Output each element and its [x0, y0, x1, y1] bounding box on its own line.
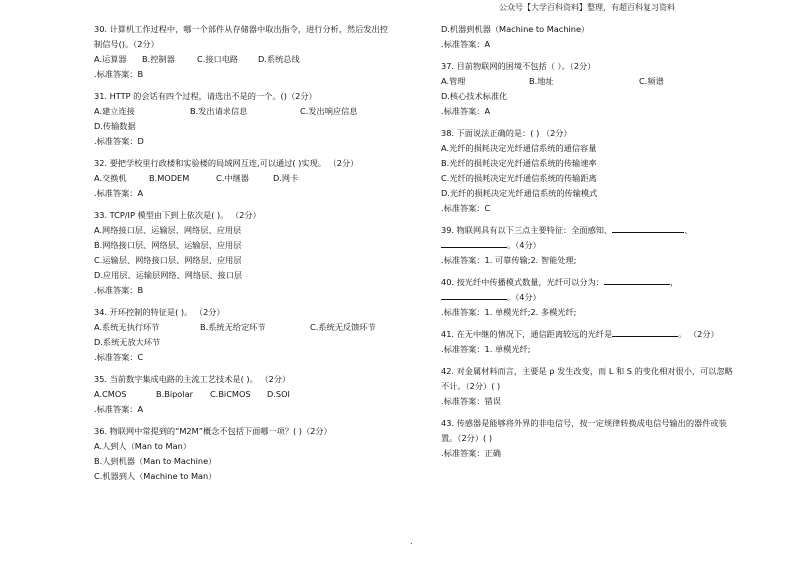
option-item: A.光纤的损耗决定光纤通信系统的通信容量: [441, 143, 597, 153]
standard-answer: .标准答案：A: [94, 404, 144, 414]
options-list: [94, 104, 424, 134]
option-item: A.运算器: [94, 54, 127, 64]
question-line: 35. 当前数字集成电路的主流工艺技术是( )。 （2分）: [94, 374, 291, 384]
standard-answer: .标准答案：A: [94, 188, 144, 198]
option-item: B.地址: [529, 76, 554, 86]
standard-answer: .标准答案：B: [94, 69, 144, 79]
question-block: [441, 223, 771, 268]
option-item: C.机器到人（Machine to Man）: [94, 471, 217, 481]
option-item: B.发出请求信息: [190, 106, 248, 116]
question-block: [94, 305, 424, 365]
standard-answer: .标准答案：C: [441, 203, 491, 213]
option-item: B.Bipolar: [156, 389, 193, 399]
question-block: [94, 208, 424, 298]
question-line: 37. 目前物联网的困境不包括（ ）。（2分）: [441, 61, 596, 71]
question-block: [441, 126, 771, 216]
option-item: B.网络接口层、网络层、运输层、应用层: [94, 240, 242, 250]
right-column: [441, 22, 771, 468]
question-line: 置。（2分）( ): [441, 433, 493, 443]
option-item: B.人到机器（Man to Machine）: [94, 456, 217, 466]
question-line: 42. 对金属材料而言，主要是 ρ 发生改变，而 L 和 S 的变化相对很小，可以忽略: [441, 366, 733, 376]
question-line: 。（4分）: [441, 290, 771, 305]
options-list: [94, 439, 424, 484]
question-line: 30. 计算机工作过程中，哪一个部件从存储器中取出指令，进行分析，然后发出控: [94, 24, 388, 34]
question-block: [94, 22, 424, 82]
question-line: 不计。（2分）( ): [441, 381, 501, 391]
option-item: C.发出响应信息: [300, 106, 358, 116]
options-list: [94, 387, 424, 402]
question-block: [94, 372, 424, 417]
answer-blank: [604, 275, 670, 285]
page-header: 公众号【大学百科资料】整理，有超百科复习资料: [499, 3, 675, 12]
option-item: A.建立连接: [94, 106, 135, 116]
option-item: A.CMOS: [94, 389, 127, 399]
option-item: D.核心技术标准化: [441, 91, 508, 101]
footer-dot: .: [410, 537, 413, 546]
question-line: 39. 物联网具有以下三点主要特征：全面感知、 、: [441, 225, 693, 235]
option-item: B.光纤的损耗决定光纤通信系统的传输速率: [441, 158, 597, 168]
option-item: A.系统无执行环节: [94, 322, 160, 332]
option-item: D.应用层、运输层网络、网络层、接口层: [94, 270, 243, 280]
option-item: C.光纤的损耗决定光纤通信系统的传输距离: [441, 173, 597, 183]
options-list: [94, 320, 424, 350]
standard-answer: .标准答案：A: [441, 39, 491, 49]
question-line: D.机器到机器（Machine to Machine）: [441, 24, 590, 34]
standard-answer: .标准答案：B: [94, 285, 144, 295]
option-item: D.传输数据: [94, 121, 136, 131]
standard-answer: .标准答案：A: [441, 106, 491, 116]
option-item: D.网卡: [273, 173, 299, 183]
options-list: [94, 52, 424, 67]
question-block: [441, 416, 771, 461]
question-line: 制信号()。（2分）: [94, 39, 159, 49]
standard-answer: .标准答案：D: [94, 136, 144, 146]
question-line: 31. HTTP 的会话有四个过程，请选出不是的一个。()（2分）: [94, 91, 317, 101]
standard-answer: .标准答案：1. 单模光纤;: [441, 344, 531, 354]
standard-answer: .标准答案：C: [94, 352, 144, 362]
answer-blank: [441, 290, 507, 300]
standard-answer: .标准答案：正确: [441, 448, 501, 458]
option-item: C.系统无反馈环节: [310, 322, 376, 332]
question-line: 。（4分）: [441, 238, 771, 253]
option-item: C.频谱: [639, 76, 664, 86]
answer-blank: [612, 223, 684, 233]
question-block: [94, 156, 424, 201]
option-item: B.系统无给定环节: [200, 322, 266, 332]
question-block: [441, 22, 771, 52]
option-item: C.BiCMOS: [210, 389, 251, 399]
options-list: [94, 223, 424, 283]
question-line: 43. 传感器是能够将外界的非电信号，按一定规律转换成电信号输出的器件或装: [441, 418, 727, 428]
option-item: A.管理: [441, 76, 466, 86]
options-list: [441, 74, 771, 104]
option-item: A.人到人（Man to Man）: [94, 441, 191, 451]
options-list: [441, 141, 771, 201]
question-block: [94, 424, 424, 484]
option-item: D.光纤的损耗决定光纤通信系统的传输模式: [441, 188, 598, 198]
question-block: [94, 89, 424, 149]
question-block: [441, 364, 771, 409]
option-item: B.MODEM: [149, 173, 190, 183]
option-item: C.接口电路: [197, 54, 239, 64]
standard-answer: .标准答案：1. 可靠传输;2. 智能处理;: [441, 255, 577, 265]
option-item: A.交换机: [94, 173, 127, 183]
question-block: [441, 327, 771, 357]
question-line: 32. 要把学校里行政楼和实验楼的局域网互连,可以通过( )实现。 （2分）: [94, 158, 359, 168]
standard-answer: .标准答案：1. 单模光纤;2. 多模光纤;: [441, 307, 577, 317]
question-line: 41. 在无中继的情况下，通信距离较远的光纤是 。 （2分）: [441, 329, 719, 339]
question-line: 33. TCP/IP 模型由下到上依次是( )。 （2分）: [94, 210, 261, 220]
option-item: C.中继器: [216, 173, 249, 183]
left-column: [94, 22, 424, 491]
option-item: D.SOI: [267, 389, 290, 399]
question-line: 34. 开环控制的特征是( )。 （2分）: [94, 307, 225, 317]
question-line: 36. 物联网中常提到的“M2M”概念不包括下面哪一项？( )（2分）: [94, 426, 332, 436]
option-item: B.控制器: [142, 54, 175, 64]
question-block: [441, 59, 771, 119]
standard-answer: .标准答案：错误: [441, 396, 501, 406]
option-item: D.系统无放大环节: [94, 337, 161, 347]
option-item: C.运输层、网络接口层、网络层、应用层: [94, 255, 242, 265]
question-block: [441, 275, 771, 320]
answer-blank: [612, 327, 678, 337]
question-line: 38. 下面说法正确的是：( ) （2分）: [441, 128, 572, 138]
answer-blank: [441, 238, 507, 248]
option-item: A.网络接口层、运输层、网络层、应用层: [94, 225, 242, 235]
option-item: D.系统总线: [258, 54, 300, 64]
options-list: [94, 171, 424, 186]
question-line: 40. 按光纤中传播模式数量，光纤可以分为： ，: [441, 277, 679, 287]
